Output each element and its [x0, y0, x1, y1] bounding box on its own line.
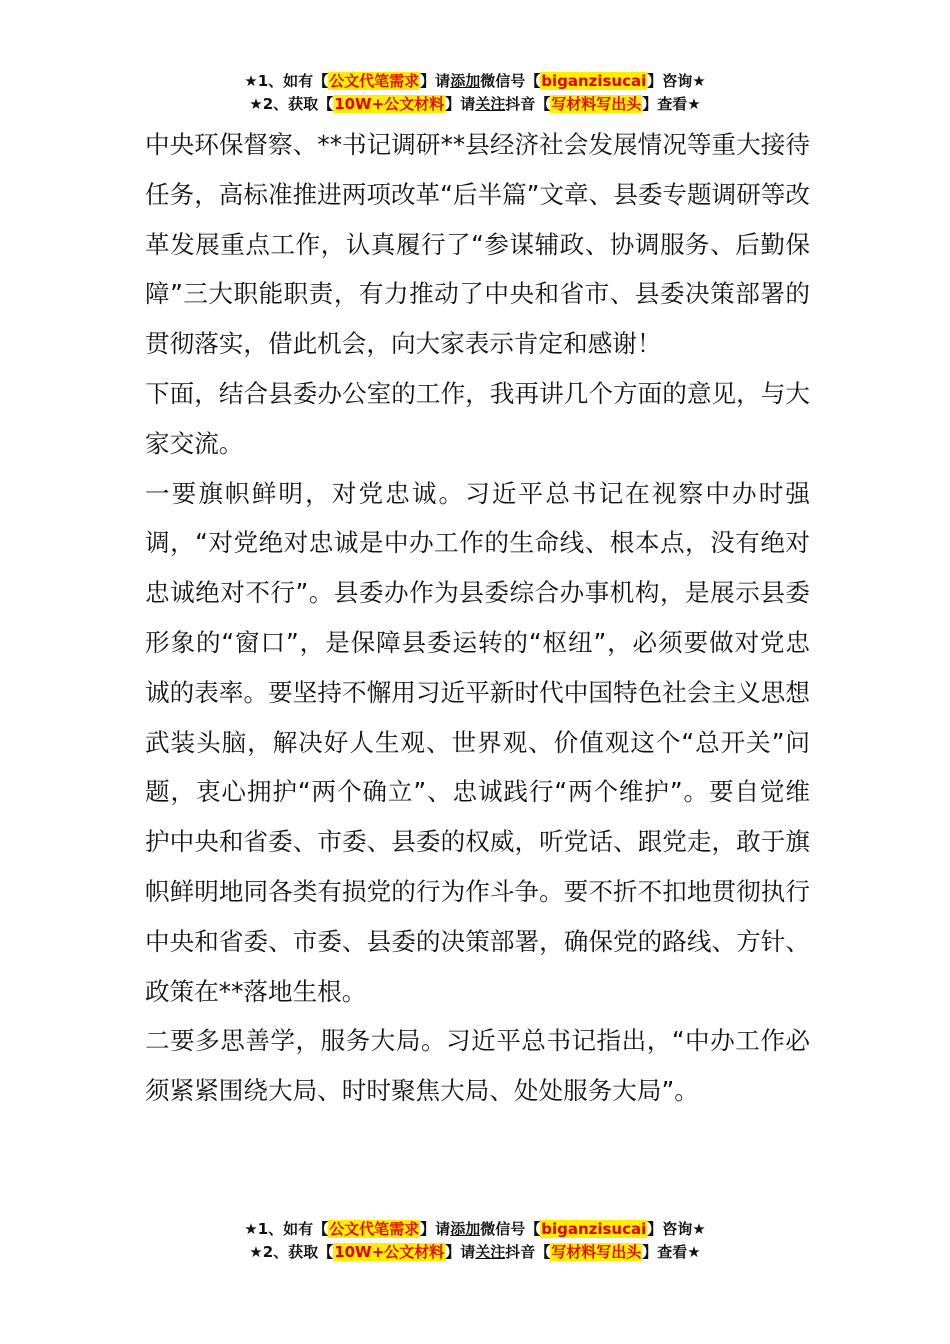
header-banner [0, 70, 950, 116]
banner-underline: 添加 [450, 72, 481, 90]
banner-line-1 [0, 1218, 950, 1241]
banner-text: 微信号【 [480, 72, 541, 90]
paragraph: 一要旗帜鲜明，对党忠诚。习近平总书记在视察中办时强调，“对党绝对忠诚是中办工作的生命线、根本点，没有绝对忠诚绝对不行”。县委办作为县委综合办事机构，是展示县委形象的“窗口”，是保障县委运转的“枢纽”，必须要做对党忠诚的表率。要坚持不懈用习近平新时代中国特色社会主义思想武装头脑，解决好人生观、世界观、价值观这个“总开关”问题，衷心拥护“两个确立”、忠诚践行“两个维护”。要自觉维护中央和省委、市委、县委的权威，听党话、跟党走，敢于旗帜鲜明地同各类有损党的行为作斗争。要不折不扣地贯彻执行中央和省委、市委、县委的决策部署，确保党的路线、方针、政策在**落地生根。 [145, 478, 810, 1006]
document-body [145, 120, 810, 1116]
paragraph: 中央环保督察、**书记调研**县经济社会发展情况等重大接待任务，高标准推进两项改革“后半篇”文章、县委专题调研等改革发展重点工作，认真履行了“参谋辅政、协调服务、后勤保障”三大职能职责，有力推动了中央和省市、县委决策部署的贯彻落实，借此机会，向大家表示肯定和感谢！ [145, 130, 810, 359]
paragraph: 下面，结合县委办公室的工作，我再讲几个方面的意见，与大家交流。 [145, 378, 810, 458]
banner-text: 】请 [445, 1243, 476, 1261]
banner-highlight: 公文代笔需求 [329, 1220, 420, 1238]
banner-underline: 关注 [475, 1243, 506, 1261]
banner-text: 】请 [420, 1220, 451, 1238]
banner-highlight: 公文代笔需求 [329, 72, 420, 90]
banner-text: 抖音【 [505, 1243, 551, 1261]
banner-highlight: 写材料写出头 [551, 95, 642, 113]
banner-line-2 [0, 1241, 950, 1264]
banner-text: 】咨询★ [647, 1220, 706, 1238]
banner-text: ★1、如有【 [244, 72, 329, 90]
banner-text: 抖音【 [505, 95, 551, 113]
banner-highlight: biganzisucai [541, 1220, 647, 1238]
banner-text: 】咨询★ [647, 72, 706, 90]
banner-highlight: 写材料写出头 [551, 1243, 642, 1261]
banner-text: ★2、获取【 [249, 95, 334, 113]
footer-banner [0, 1218, 950, 1264]
banner-text: 】请 [420, 72, 451, 90]
banner-text: 】请 [445, 95, 476, 113]
banner-line-1 [0, 70, 950, 93]
banner-underline: 添加 [450, 1220, 481, 1238]
banner-text: 微信号【 [480, 1220, 541, 1238]
banner-underline: 关注 [475, 95, 506, 113]
banner-text: 】查看★ [642, 95, 701, 113]
banner-text: 】查看★ [642, 1243, 701, 1261]
banner-text: ★2、获取【 [249, 1243, 334, 1261]
banner-text: ★1、如有【 [244, 1220, 329, 1238]
banner-highlight: 10W+公文材料 [334, 1243, 445, 1261]
paragraph: 二要多思善学，服务大局。习近平总书记指出，“中办工作必须紧紧围绕大局、时时聚焦大局、处处服务大局”。 [145, 1026, 810, 1106]
banner-highlight: 10W+公文材料 [334, 95, 445, 113]
banner-line-2 [0, 93, 950, 116]
banner-highlight: biganzisucai [541, 72, 647, 90]
